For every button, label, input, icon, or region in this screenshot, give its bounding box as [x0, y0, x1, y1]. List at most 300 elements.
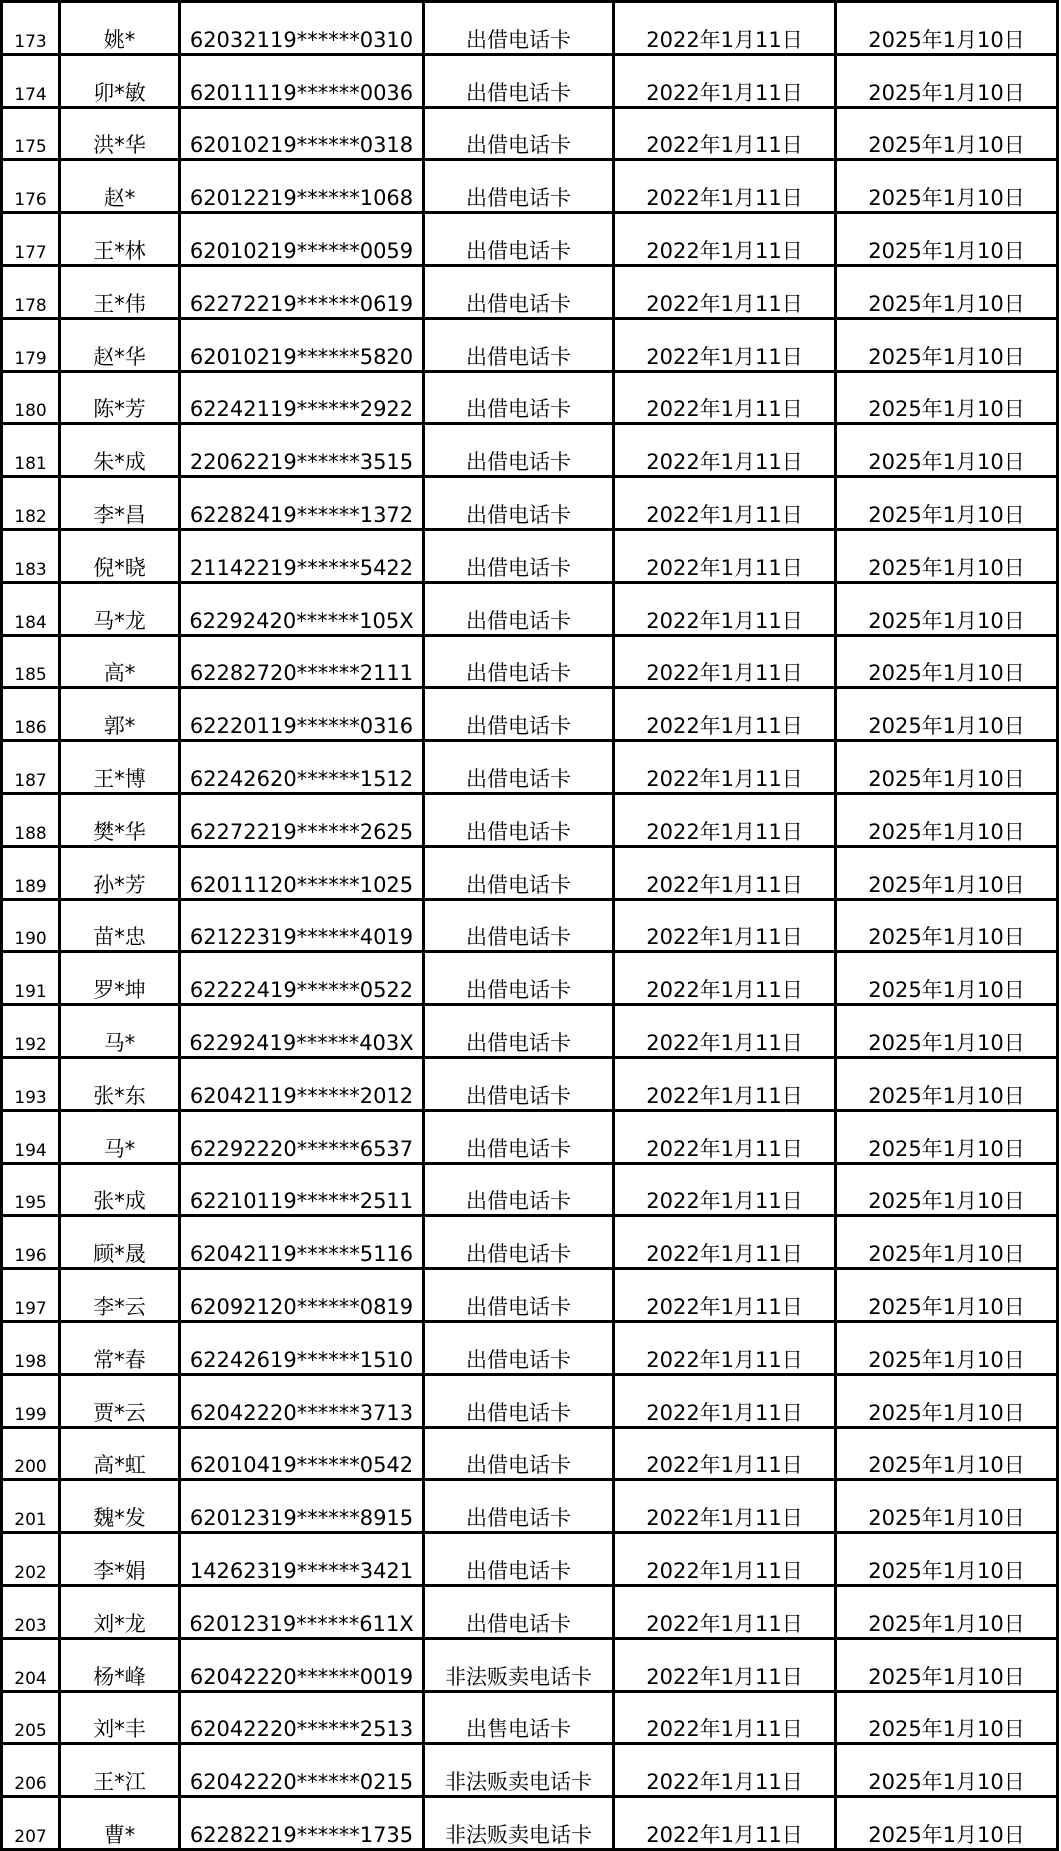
row-start-date-cell-text: 2022年1月11日	[646, 133, 803, 158]
row-id-number-cell	[180, 1427, 424, 1480]
table-row	[2, 1797, 1058, 1850]
row-seq-cell-text: 204	[14, 1668, 47, 1689]
row-end-date-cell	[836, 899, 1058, 952]
row-id-number-cell-text: 62042220******3713	[189, 1400, 414, 1425]
row-end-date-cell	[836, 213, 1058, 266]
row-start-date-cell-text: 2022年1月11日	[646, 1347, 803, 1372]
row-end-date-cell	[836, 1691, 1058, 1744]
row-end-date-cell	[836, 1638, 1058, 1691]
row-start-date-cell	[614, 54, 836, 107]
row-id-number-cell-text: 62042119******5116	[189, 1242, 414, 1267]
row-seq-cell	[2, 1269, 60, 1322]
row-id-number-cell-text: 62042220******0019	[189, 1664, 414, 1689]
row-seq-cell	[2, 1005, 60, 1058]
row-end-date-cell-text: 2025年1月10日	[868, 766, 1025, 791]
row-seq-cell-text: 205	[14, 1721, 47, 1742]
row-start-date-cell-text: 2022年1月11日	[646, 1030, 803, 1055]
row-end-date-cell-text: 2025年1月10日	[868, 1611, 1025, 1636]
row-start-date-cell-text: 2022年1月11日	[646, 186, 803, 211]
table-row	[2, 371, 1058, 424]
row-reason-cell	[424, 952, 614, 1005]
row-start-date-cell-text: 2022年1月11日	[646, 1400, 803, 1425]
row-name-cell-text: 王*伟	[93, 291, 146, 316]
row-name-cell	[60, 793, 180, 846]
row-start-date-cell	[614, 477, 836, 530]
table-row	[2, 1057, 1058, 1110]
row-id-number-cell-text: 62012319******8915	[189, 1506, 414, 1531]
row-end-date-cell	[836, 1744, 1058, 1797]
row-start-date-cell-text: 2022年1月11日	[646, 714, 803, 739]
row-end-date-cell	[836, 1797, 1058, 1850]
row-reason-cell-text: 出借电话卡	[466, 450, 571, 475]
row-seq-cell-text: 197	[14, 1298, 47, 1319]
row-name-cell-text: 张*成	[93, 1189, 146, 1214]
row-end-date-cell	[836, 107, 1058, 160]
row-end-date-cell	[836, 1533, 1058, 1586]
row-start-date-cell	[614, 1480, 836, 1533]
row-start-date-cell	[614, 741, 836, 794]
row-seq-cell	[2, 1427, 60, 1480]
row-reason-cell	[424, 318, 614, 371]
row-start-date-cell-text: 2022年1月11日	[646, 1242, 803, 1267]
row-reason-cell-text: 出借电话卡	[466, 555, 571, 580]
row-end-date-cell-text: 2025年1月10日	[868, 1189, 1025, 1214]
row-start-date-cell	[614, 1005, 836, 1058]
row-reason-cell	[424, 529, 614, 582]
row-seq-cell-text: 178	[14, 295, 47, 316]
row-start-date-cell-text: 2022年1月11日	[646, 872, 803, 897]
row-seq-cell-text: 183	[14, 559, 47, 580]
row-id-number-cell	[180, 477, 424, 530]
row-seq-cell	[2, 54, 60, 107]
row-name-cell	[60, 371, 180, 424]
row-reason-cell	[424, 1480, 614, 1533]
row-reason-cell-text: 出借电话卡	[466, 1611, 571, 1636]
row-start-date-cell	[614, 213, 836, 266]
row-name-cell-text: 魏*发	[93, 1506, 146, 1531]
row-end-date-cell-text: 2025年1月10日	[868, 978, 1025, 1003]
row-end-date-cell	[836, 1163, 1058, 1216]
row-end-date-cell-text: 2025年1月10日	[868, 608, 1025, 633]
row-id-number-cell	[180, 899, 424, 952]
row-name-cell	[60, 1533, 180, 1586]
row-id-number-cell	[180, 1744, 424, 1797]
row-name-cell	[60, 846, 180, 899]
row-end-date-cell-text: 2025年1月10日	[868, 1717, 1025, 1742]
row-reason-cell-text: 出借电话卡	[466, 344, 571, 369]
row-start-date-cell	[614, 1638, 836, 1691]
row-name-cell-text: 王*博	[93, 766, 146, 791]
row-seq-cell-text: 206	[14, 1774, 47, 1795]
row-end-date-cell-text: 2025年1月10日	[868, 661, 1025, 686]
table-row	[2, 1110, 1058, 1163]
row-seq-cell	[2, 213, 60, 266]
row-name-cell	[60, 899, 180, 952]
row-end-date-cell	[836, 424, 1058, 477]
row-id-number-cell-text: 62220119******0316	[189, 714, 414, 739]
row-id-number-cell-text: 21142219******5422	[189, 555, 414, 580]
row-end-date-cell-text: 2025年1月10日	[868, 27, 1025, 52]
row-end-date-cell	[836, 477, 1058, 530]
table-row	[2, 741, 1058, 794]
row-name-cell	[60, 688, 180, 741]
row-start-date-cell-text: 2022年1月11日	[646, 1136, 803, 1161]
row-start-date-cell-text: 2022年1月11日	[646, 978, 803, 1003]
row-name-cell	[60, 1691, 180, 1744]
row-reason-cell-text: 出借电话卡	[466, 133, 571, 158]
row-start-date-cell	[614, 2, 836, 55]
row-end-date-cell	[836, 635, 1058, 688]
row-start-date-cell	[614, 899, 836, 952]
row-start-date-cell	[614, 1691, 836, 1744]
row-reason-cell	[424, 741, 614, 794]
row-seq-cell-text: 200	[14, 1457, 47, 1478]
row-reason-cell	[424, 1374, 614, 1427]
table-row	[2, 1321, 1058, 1374]
row-start-date-cell	[614, 1216, 836, 1269]
row-start-date-cell	[614, 265, 836, 318]
row-reason-cell-text: 出借电话卡	[466, 1400, 571, 1425]
row-seq-cell-text: 174	[14, 84, 47, 105]
row-end-date-cell	[836, 1057, 1058, 1110]
row-reason-cell-text: 出借电话卡	[466, 661, 571, 686]
row-seq-cell	[2, 1321, 60, 1374]
row-start-date-cell-text: 2022年1月11日	[646, 1611, 803, 1636]
row-reason-cell-text: 出借电话卡	[466, 1558, 571, 1583]
table-row	[2, 213, 1058, 266]
table-row	[2, 1585, 1058, 1638]
row-start-date-cell	[614, 582, 836, 635]
row-id-number-cell	[180, 1321, 424, 1374]
row-id-number-cell	[180, 160, 424, 213]
row-start-date-cell-text: 2022年1月11日	[646, 502, 803, 527]
row-seq-cell-text: 194	[14, 1140, 47, 1161]
row-end-date-cell	[836, 371, 1058, 424]
row-reason-cell-text: 出借电话卡	[466, 819, 571, 844]
row-end-date-cell-text: 2025年1月10日	[868, 1400, 1025, 1425]
row-reason-cell-text: 出借电话卡	[466, 397, 571, 422]
row-end-date-cell-text: 2025年1月10日	[868, 133, 1025, 158]
row-name-cell	[60, 2, 180, 55]
row-end-date-cell	[836, 529, 1058, 582]
row-seq-cell	[2, 1691, 60, 1744]
row-seq-cell-text: 175	[14, 137, 47, 158]
row-name-cell	[60, 477, 180, 530]
row-seq-cell-text: 196	[14, 1246, 47, 1267]
table-row	[2, 1480, 1058, 1533]
row-seq-cell	[2, 846, 60, 899]
row-seq-cell-text: 192	[14, 1034, 47, 1055]
table-row	[2, 160, 1058, 213]
row-seq-cell	[2, 2, 60, 55]
row-id-number-cell	[180, 2, 424, 55]
row-start-date-cell-text: 2022年1月11日	[646, 766, 803, 791]
row-id-number-cell-text: 62010219******0318	[189, 133, 414, 158]
table-row	[2, 318, 1058, 371]
row-name-cell-text: 赵*华	[93, 344, 146, 369]
row-reason-cell-text: 非法贩卖电话卡	[445, 1664, 592, 1689]
row-end-date-cell-text: 2025年1月10日	[868, 344, 1025, 369]
row-reason-cell-text: 出借电话卡	[466, 186, 571, 211]
row-seq-cell	[2, 1057, 60, 1110]
row-reason-cell	[424, 793, 614, 846]
row-start-date-cell	[614, 1533, 836, 1586]
table-row	[2, 1005, 1058, 1058]
row-id-number-cell-text: 22062219******3515	[189, 450, 414, 475]
row-reason-cell-text: 出借电话卡	[466, 1242, 571, 1267]
row-seq-cell	[2, 529, 60, 582]
row-start-date-cell	[614, 1269, 836, 1322]
row-name-cell-text: 樊*华	[93, 819, 146, 844]
row-reason-cell-text: 出借电话卡	[466, 1453, 571, 1478]
row-id-number-cell-text: 62092120******0819	[189, 1294, 414, 1319]
row-id-number-cell-text: 62242619******1510	[189, 1347, 414, 1372]
row-name-cell	[60, 1321, 180, 1374]
records-table-body	[2, 2, 1058, 1850]
table-row	[2, 1638, 1058, 1691]
row-id-number-cell-text: 62282720******2111	[189, 661, 414, 686]
table-row	[2, 582, 1058, 635]
table-row	[2, 529, 1058, 582]
row-reason-cell-text: 非法贩卖电话卡	[445, 1822, 592, 1847]
row-seq-cell-text: 193	[14, 1087, 47, 1108]
row-seq-cell	[2, 1163, 60, 1216]
row-name-cell	[60, 582, 180, 635]
row-reason-cell	[424, 1269, 614, 1322]
row-reason-cell	[424, 265, 614, 318]
row-id-number-cell	[180, 1005, 424, 1058]
row-start-date-cell-text: 2022年1月11日	[646, 291, 803, 316]
row-name-cell-text: 卯*敏	[93, 80, 146, 105]
row-start-date-cell-text: 2022年1月11日	[646, 1717, 803, 1742]
row-seq-cell-text: 203	[14, 1615, 47, 1636]
row-name-cell-text: 李*娟	[93, 1558, 146, 1583]
row-name-cell	[60, 107, 180, 160]
row-id-number-cell-text: 62282419******1372	[189, 502, 414, 527]
row-name-cell-text: 赵*	[103, 186, 136, 211]
row-reason-cell-text: 非法贩卖电话卡	[445, 1770, 592, 1795]
row-id-number-cell-text: 62010219******5820	[189, 344, 414, 369]
row-reason-cell	[424, 1533, 614, 1586]
table-row	[2, 1374, 1058, 1427]
table-row	[2, 899, 1058, 952]
row-reason-cell-text: 出借电话卡	[466, 978, 571, 1003]
row-seq-cell-text: 187	[14, 770, 47, 791]
row-end-date-cell	[836, 952, 1058, 1005]
row-id-number-cell-text: 62292420******105X	[189, 608, 414, 633]
row-start-date-cell-text: 2022年1月11日	[646, 1506, 803, 1531]
row-reason-cell-text: 出借电话卡	[466, 714, 571, 739]
row-name-cell	[60, 529, 180, 582]
row-seq-cell-text: 201	[14, 1510, 47, 1531]
row-name-cell-text: 常*春	[93, 1347, 146, 1372]
table-row	[2, 265, 1058, 318]
row-name-cell-text: 郭*	[103, 714, 136, 739]
row-id-number-cell-text: 62222419******0522	[189, 978, 414, 1003]
row-end-date-cell	[836, 54, 1058, 107]
row-seq-cell	[2, 318, 60, 371]
row-start-date-cell-text: 2022年1月11日	[646, 819, 803, 844]
row-reason-cell	[424, 2, 614, 55]
row-start-date-cell	[614, 1585, 836, 1638]
row-reason-cell-text: 出售电话卡	[466, 1717, 571, 1742]
row-id-number-cell	[180, 1638, 424, 1691]
row-name-cell	[60, 1110, 180, 1163]
row-seq-cell	[2, 371, 60, 424]
row-reason-cell	[424, 582, 614, 635]
row-reason-cell	[424, 1005, 614, 1058]
row-end-date-cell-text: 2025年1月10日	[868, 186, 1025, 211]
row-id-number-cell-text: 62012219******1068	[189, 186, 414, 211]
row-start-date-cell-text: 2022年1月11日	[646, 238, 803, 263]
row-name-cell	[60, 160, 180, 213]
row-id-number-cell-text: 62011119******0036	[189, 80, 414, 105]
row-end-date-cell	[836, 741, 1058, 794]
row-name-cell	[60, 1374, 180, 1427]
row-id-number-cell	[180, 1480, 424, 1533]
row-seq-cell-text: 180	[14, 401, 47, 422]
row-start-date-cell	[614, 1797, 836, 1850]
row-seq-cell-text: 199	[14, 1404, 47, 1425]
table-row	[2, 54, 1058, 107]
row-reason-cell	[424, 1321, 614, 1374]
row-end-date-cell	[836, 1374, 1058, 1427]
row-id-number-cell	[180, 1691, 424, 1744]
row-seq-cell-text: 195	[14, 1193, 47, 1214]
row-end-date-cell	[836, 1110, 1058, 1163]
row-name-cell	[60, 1057, 180, 1110]
row-start-date-cell	[614, 160, 836, 213]
row-seq-cell-text: 189	[14, 876, 47, 897]
row-start-date-cell-text: 2022年1月11日	[646, 1189, 803, 1214]
row-end-date-cell-text: 2025年1月10日	[868, 502, 1025, 527]
row-reason-cell-text: 出借电话卡	[466, 1347, 571, 1372]
row-name-cell-text: 苗*忠	[93, 925, 146, 950]
row-reason-cell	[424, 1691, 614, 1744]
row-name-cell	[60, 1269, 180, 1322]
row-id-number-cell	[180, 1374, 424, 1427]
row-start-date-cell-text: 2022年1月11日	[646, 1294, 803, 1319]
row-end-date-cell-text: 2025年1月10日	[868, 714, 1025, 739]
row-reason-cell	[424, 107, 614, 160]
row-reason-cell-text: 出借电话卡	[466, 1189, 571, 1214]
row-end-date-cell	[836, 1480, 1058, 1533]
row-reason-cell	[424, 1216, 614, 1269]
row-start-date-cell-text: 2022年1月11日	[646, 1453, 803, 1478]
row-start-date-cell-text: 2022年1月11日	[646, 608, 803, 633]
row-seq-cell-text: 198	[14, 1351, 47, 1372]
row-end-date-cell-text: 2025年1月10日	[868, 397, 1025, 422]
row-reason-cell	[424, 424, 614, 477]
row-seq-cell	[2, 1216, 60, 1269]
row-end-date-cell	[836, 160, 1058, 213]
row-id-number-cell	[180, 846, 424, 899]
row-name-cell	[60, 952, 180, 1005]
row-start-date-cell	[614, 371, 836, 424]
row-end-date-cell-text: 2025年1月10日	[868, 872, 1025, 897]
row-reason-cell	[424, 688, 614, 741]
row-end-date-cell-text: 2025年1月10日	[868, 450, 1025, 475]
row-end-date-cell-text: 2025年1月10日	[868, 925, 1025, 950]
row-seq-cell-text: 173	[14, 31, 47, 52]
table-row	[2, 1269, 1058, 1322]
row-id-number-cell	[180, 952, 424, 1005]
table-row	[2, 2, 1058, 55]
row-seq-cell	[2, 1797, 60, 1850]
row-start-date-cell	[614, 529, 836, 582]
row-name-cell	[60, 424, 180, 477]
row-name-cell-text: 孙*芳	[93, 872, 146, 897]
row-seq-cell	[2, 899, 60, 952]
row-reason-cell	[424, 1585, 614, 1638]
row-end-date-cell-text: 2025年1月10日	[868, 555, 1025, 580]
row-name-cell-text: 马*	[103, 1030, 136, 1055]
row-id-number-cell-text: 62011120******1025	[189, 872, 414, 897]
row-name-cell-text: 李*云	[93, 1294, 146, 1319]
row-id-number-cell-text: 62272219******0619	[189, 291, 414, 316]
table-row	[2, 1533, 1058, 1586]
row-start-date-cell-text: 2022年1月11日	[646, 344, 803, 369]
row-id-number-cell	[180, 741, 424, 794]
row-reason-cell	[424, 1110, 614, 1163]
row-start-date-cell	[614, 1057, 836, 1110]
row-reason-cell-text: 出借电话卡	[466, 502, 571, 527]
row-seq-cell	[2, 793, 60, 846]
row-end-date-cell	[836, 688, 1058, 741]
row-start-date-cell	[614, 793, 836, 846]
row-reason-cell-text: 出借电话卡	[466, 1294, 571, 1319]
row-name-cell-text: 李*昌	[93, 502, 146, 527]
row-id-number-cell-text: 62292220******6537	[189, 1136, 414, 1161]
row-start-date-cell-text: 2022年1月11日	[646, 450, 803, 475]
row-id-number-cell-text: 62272219******2625	[189, 819, 414, 844]
row-start-date-cell	[614, 1427, 836, 1480]
row-seq-cell-text: 190	[14, 929, 47, 950]
row-name-cell-text: 洪*华	[93, 133, 146, 158]
table-row	[2, 424, 1058, 477]
row-id-number-cell-text: 62010219******0059	[189, 238, 414, 263]
row-name-cell-text: 刘*丰	[93, 1717, 146, 1742]
row-seq-cell-text: 181	[14, 454, 47, 475]
row-seq-cell	[2, 107, 60, 160]
row-id-number-cell	[180, 265, 424, 318]
row-name-cell	[60, 1638, 180, 1691]
row-reason-cell-text: 出借电话卡	[466, 766, 571, 791]
row-name-cell	[60, 741, 180, 794]
row-end-date-cell-text: 2025年1月10日	[868, 291, 1025, 316]
row-end-date-cell-text: 2025年1月10日	[868, 1083, 1025, 1108]
row-reason-cell-text: 出借电话卡	[466, 1506, 571, 1531]
row-id-number-cell	[180, 1797, 424, 1850]
row-name-cell-text: 顾*晟	[93, 1242, 146, 1267]
row-start-date-cell-text: 2022年1月11日	[646, 27, 803, 52]
row-end-date-cell-text: 2025年1月10日	[868, 819, 1025, 844]
row-start-date-cell-text: 2022年1月11日	[646, 1822, 803, 1847]
row-seq-cell-text: 177	[14, 242, 47, 263]
row-end-date-cell	[836, 1321, 1058, 1374]
row-end-date-cell	[836, 582, 1058, 635]
row-name-cell-text: 倪*晓	[93, 555, 146, 580]
row-start-date-cell	[614, 1744, 836, 1797]
row-seq-cell	[2, 424, 60, 477]
row-seq-cell-text: 182	[14, 506, 47, 527]
row-start-date-cell-text: 2022年1月11日	[646, 397, 803, 422]
row-id-number-cell	[180, 1163, 424, 1216]
row-start-date-cell-text: 2022年1月11日	[646, 925, 803, 950]
row-start-date-cell	[614, 1374, 836, 1427]
row-end-date-cell	[836, 793, 1058, 846]
row-reason-cell	[424, 54, 614, 107]
